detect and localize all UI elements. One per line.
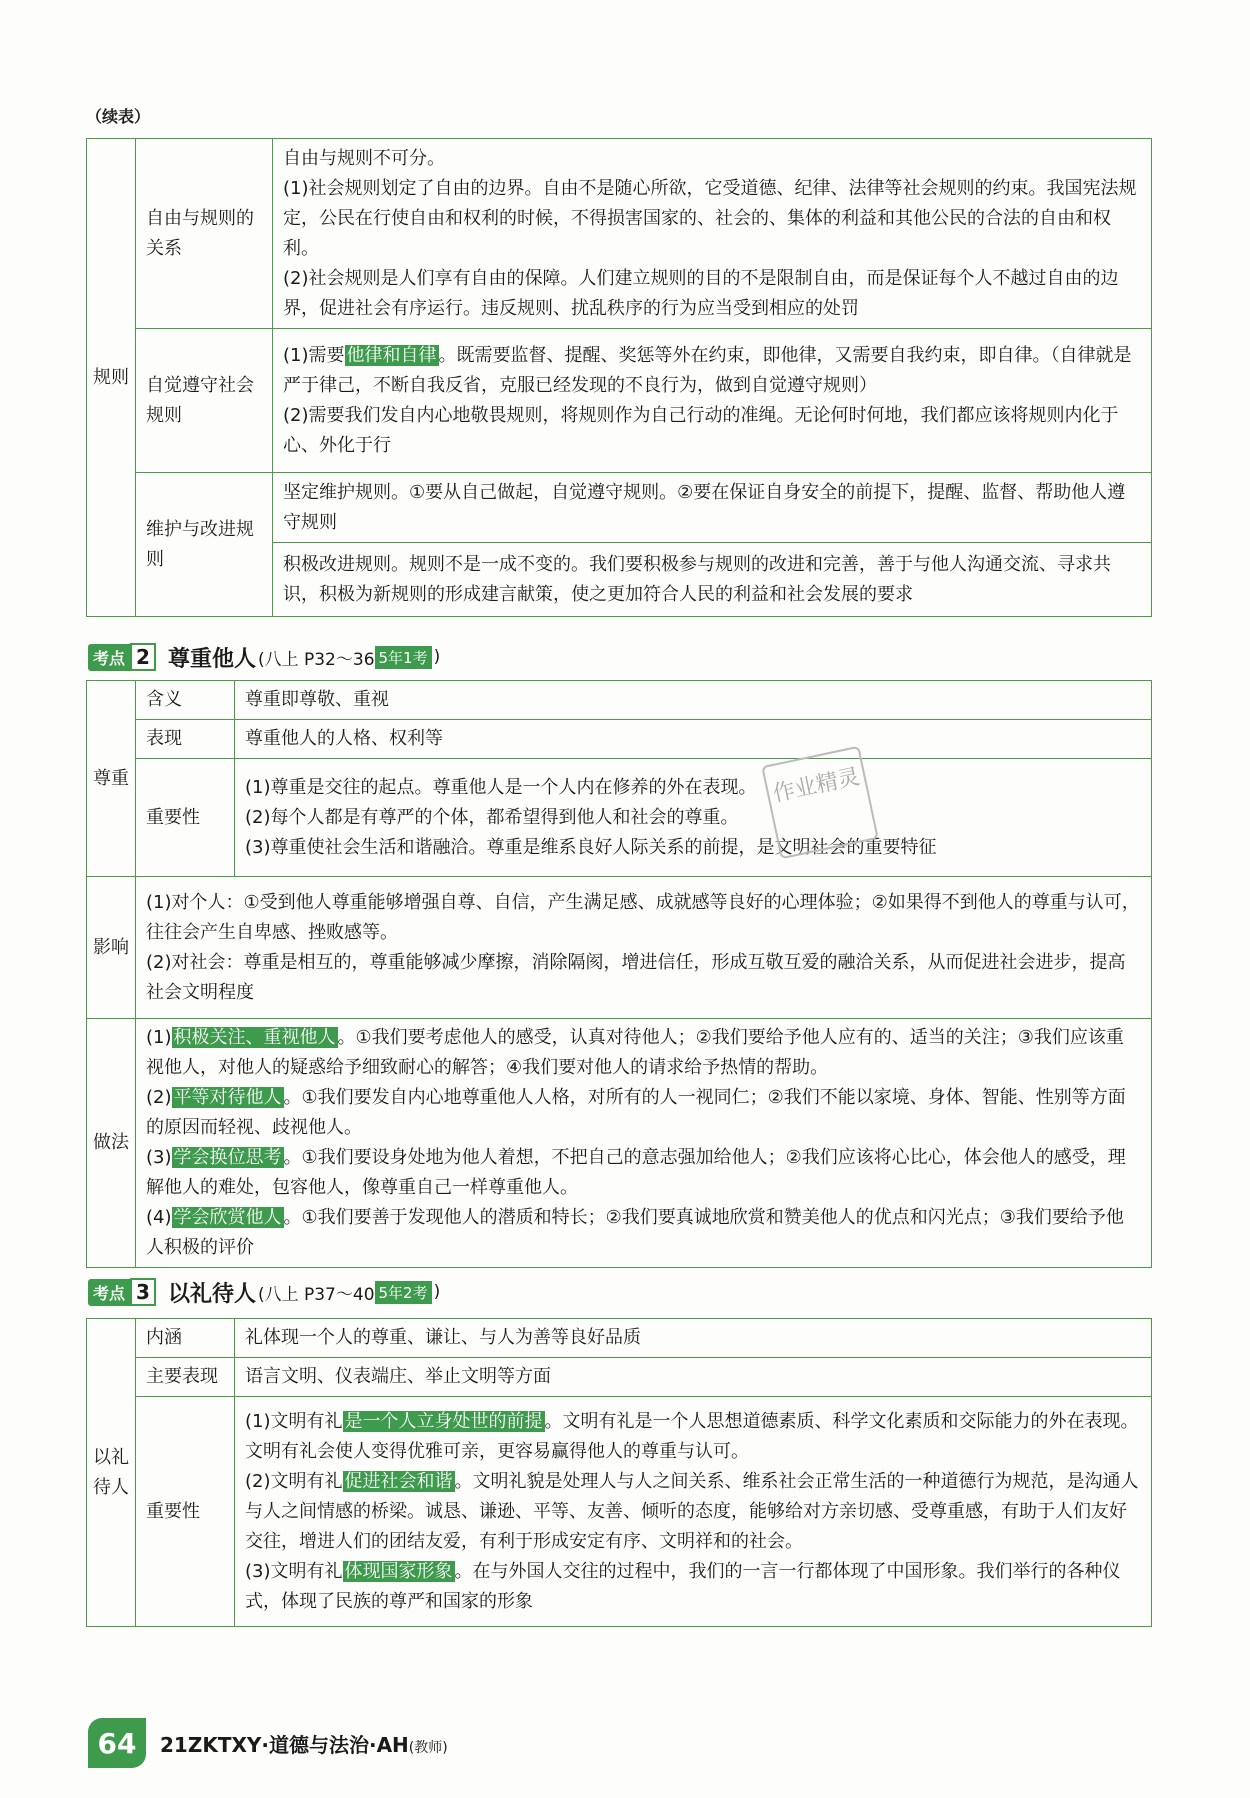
meaning-content: 尊重即尊敬、重视 [235, 681, 1152, 720]
courtesy-show-label: 主要表现 [136, 1358, 235, 1397]
highlight-courtesy-3: 体现国家形象 [344, 1560, 453, 1582]
respect-group: 尊重 [87, 681, 136, 877]
section-number: 3 [130, 1278, 156, 1306]
improve-rules-content: 积极改进规则。规则不是一成不变的。我们要积极参与规则的改进和完善，善于与他人沟通交流、寻求共识，积极为新规则的形成建言献策，使之更加符合人民的利益和社会发展的要求 [273, 543, 1152, 617]
exam-frequency-badge: 5年2考 [375, 1281, 432, 1304]
highlight-courtesy-1: 是一个人立身处世的前提 [344, 1410, 543, 1432]
highlight-heteronomy: 他律和自律 [346, 344, 437, 366]
show-label: 表现 [136, 720, 235, 759]
section-ref: (八上 P37～40 [257, 1284, 375, 1305]
courtesy-importance-label: 重要性 [136, 1397, 235, 1627]
section-ref: (八上 P32～36 [257, 649, 375, 670]
section-tag: 考点 [88, 1279, 130, 1306]
respect-table [86, 680, 1152, 1268]
method-label: 做法 [87, 1019, 136, 1268]
continued-label: （续表） [86, 107, 151, 126]
page-footer [88, 1718, 448, 1768]
highlight-method-1: 积极关注、重视他人 [173, 1027, 336, 1048]
highlight-method-2: 平等对待他人 [173, 1087, 282, 1108]
courtesy-meaning: 礼体现一个人的尊重、谦让、与人为善等良好品质 [235, 1319, 1152, 1358]
method-content: (1) 积极关注、重视他人 。①我们要考虑他人的感受，认真对待他人；②我们要给予他人应有的、适当的关注；③我们应该重视他人，对他人的疑惑给予细致耐心的解答；④我们要对他人的请求给予热情的帮助。 (2) 平等对待他人 。①我们要发自内心地尊重他人人格，对所有的人一视同仁；②我们不能以家境、身体、智能、性别等方面的原因而轻视、歧视他人。 (3) 学会换位思考 。①我们要设身处地为他人着想，不把自己的意志强加给他人；②我们应该将心比心，体会他人的感受，理解他人的难处，包容他人，像尊重自己一样尊重他人。 (4) 学会欣赏他人 。①我们要善于发现他人的潜质和特长；②我们要真诚地欣赏和赞美他人的优点和闪光点；③我们要给予他人积极的评价 [136, 1019, 1152, 1268]
importance-content: (1)尊重是交往的起点。尊重他人是一个人内在修养的外在表现。 (2)每个人都是有尊严的个体，都希望得到他人和社会的尊重。 (3)尊重使社会生活和谐融洽。尊重是维系良好人际关系的前提，是文明社会的重要特征 [235, 759, 1152, 877]
meaning-label: 含义 [136, 681, 235, 720]
page-number: 64 [88, 1718, 146, 1768]
obey-rules-content: (1)需要 他律和自律 。既需要监督、提醒、奖惩等外在约束，即他律，又需要自我约束，即自律。（自律就是严于律己，不断自我反省，克服已经发现的不良行为，做到自觉遵守规则） (2)需要我们发自内心地敬畏规则，将规则作为自己行动的准绳。无论何时何地，我们都应该将规则内化于心、外化于行 [273, 329, 1152, 473]
section-number: 2 [130, 643, 156, 671]
highlight-courtesy-2: 促进社会和谐 [344, 1470, 453, 1492]
highlight-method-4: 学会欣赏他人 [173, 1207, 282, 1228]
section-title: 尊重他人 [167, 646, 256, 672]
courtesy-show: 语言文明、仪表端庄、举止文明等方面 [235, 1358, 1152, 1397]
watermark-stamp: 作业精灵 [761, 746, 879, 860]
effect-label: 影响 [87, 877, 136, 1019]
courtesy-importance: (1)文明有礼 是一个人立身处世的前提 。文明有礼是一个人思想道德素质、科学文化素质和交际能力的外在表现。文明有礼会使人变得优雅可亲，更容易赢得他人的尊重与认可。 (2)文明有礼 促进社会和谐 。文明礼貌是处理人与人之间关系、维系社会正常生活的一种道德行为规范，是沟通人与人之间情感的桥梁。诚恳、谦逊、平等、友善、倾听的态度，能够给对方亲切感、受尊重感，有助于人们友好交往，增进人们的团结友爱，有利于形成安定有序、文明祥和的社会。 (3)文明有礼 体现国家形象 。在与外国人交往的过程中，我们的一言一行都体现了中国形象。我们举行的各种仪式，体现了民族的尊严和国家的形象 [235, 1397, 1152, 1627]
section-2-header: 考点 2 尊重他人 (八上 P32～36 5年1考 ) [88, 641, 440, 673]
rules-table [86, 138, 1152, 617]
freedom-rules-content: 自由与规则不可分。 (1)社会规则划定了自由的边界。自由不是随心所欲，它受道德、纪律、法律等社会规则的约束。我国宪法规定，公民在行使自由和权利的时候，不得损害国家的、社会的、集体的利益和其他公民的合法的自由和权利。 (2)社会规则是人们享有自由的保障。人们建立规则的目的不是限制自由，而是保证每个人不越过自由的边界，促进社会有序运行。违反规则、扰乱秩序的行为应当受到相应的处罚 [273, 139, 1152, 329]
courtesy-meaning-label: 内涵 [136, 1319, 235, 1358]
highlight-method-3: 学会换位思考 [173, 1147, 282, 1168]
rules-category: 规则 [87, 139, 136, 617]
exam-frequency-badge: 5年1考 [375, 646, 432, 669]
maintain-rules-content: 坚定维护规则。①要从自己做起，自觉遵守规则。②要在保证自身安全的前提下，提醒、监督、帮助他人遵守规则 [273, 473, 1152, 543]
book-code: 21ZKTXY·道德与法治·AH(教师) [160, 1732, 448, 1757]
show-content: 尊重他人的人格、权利等 [235, 720, 1152, 759]
courtesy-table [86, 1318, 1152, 1627]
topic-maintain-rules: 维护与改进规则 [136, 473, 273, 617]
section-title: 以礼待人 [167, 1281, 256, 1307]
section-3-header: 考点 3 以礼待人 (八上 P37～40 5年2考 ) [88, 1276, 440, 1308]
section-tag: 考点 [88, 644, 130, 671]
topic-freedom-rules: 自由与规则的关系 [136, 139, 273, 329]
topic-obey-rules: 自觉遵守社会规则 [136, 329, 273, 473]
effect-content: (1)对个人：①受到他人尊重能够增强自尊、自信，产生满足感、成就感等良好的心理体验；②如果得不到他人的尊重与认可，往往会产生自卑感、挫败感等。 (2)对社会：尊重是相互的，尊重能够减少摩擦，消除隔阂，增进信任，形成互敬互爱的融洽关系，从而促进社会进步，提高社会文明程度 [136, 877, 1152, 1019]
importance-label: 重要性 [136, 759, 235, 877]
courtesy-group: 以礼待人 [87, 1319, 136, 1627]
